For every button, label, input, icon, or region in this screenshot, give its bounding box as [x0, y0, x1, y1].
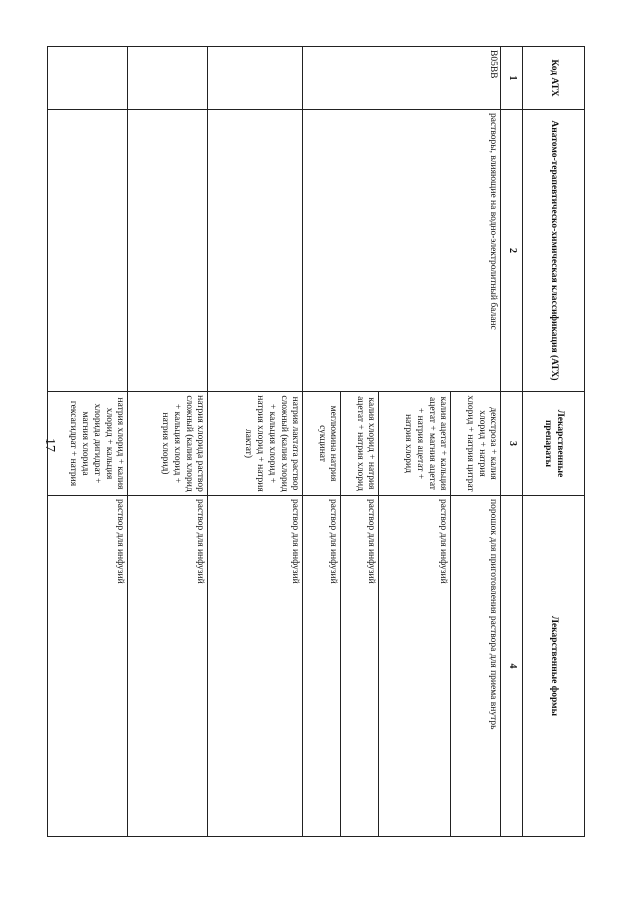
form-cell: раствор для инфузий — [128, 496, 208, 837]
atc-code-cell: B05BB — [303, 47, 501, 110]
column-number-2: 2 — [501, 110, 523, 392]
header-dosage-forms: Лекарственные формы — [523, 496, 585, 837]
form-cell: раствор для инфузий — [379, 496, 451, 837]
rotated-page — [65, 46, 585, 836]
header-atc-code: Код АТХ — [523, 47, 585, 110]
table-row — [128, 47, 208, 837]
empty-atc-code-cell — [128, 47, 208, 110]
empty-atc-description-cell — [128, 110, 208, 392]
drug-cell: декстроза + калия хлорид + натрия хлорид + натрия цитрат — [451, 392, 501, 496]
form-cell: раствор для инфузий — [208, 496, 303, 837]
page-number: 17 — [42, 438, 57, 452]
drug-cell: натрия хлорид + калия хлорид + кальция хлорида дигидрат + магния хлорида гексагидрат + натрия — [48, 392, 128, 496]
column-number-3: 3 — [501, 392, 523, 496]
drug-cell: натрия хлорида раствор сложный (калия хлорид + кальция хлорид + натрия хлорид) — [128, 392, 208, 496]
form-cell: раствор для инфузий — [303, 496, 341, 837]
form-cell: порошок для приготовления раствора для приема внутрь — [451, 496, 501, 837]
table-row — [48, 47, 128, 837]
table-row — [451, 47, 501, 837]
form-cell: раствор для инфузий — [341, 496, 379, 837]
column-number-4: 4 — [501, 496, 523, 837]
drug-table — [48, 46, 586, 837]
drug-cell: калия хлорид + натрия ацетат + натрия хлорид — [341, 392, 379, 496]
empty-atc-code-cell — [208, 47, 303, 110]
header-atc-classification: Анатомо-терапевтическо-химическая классификация (АТХ) — [523, 110, 585, 392]
drug-cell: калия ацетат + кальция ацетат + магния ацетат + натрия ацетат + натрия хлорид — [379, 392, 451, 496]
drug-cell: меглюмина натрия сукцинат — [303, 392, 341, 496]
table-row — [208, 47, 303, 837]
table-header-row — [523, 47, 585, 837]
empty-atc-code-cell — [48, 47, 128, 110]
empty-atc-description-cell — [208, 110, 303, 392]
drug-cell: натрия лактата раствор сложный (калия хлорид + кальция хлорид + натрия хлорид + натрия лактат) — [208, 392, 303, 496]
atc-description-cell: растворы, влияющие на водно-электролитный баланс — [303, 110, 501, 392]
header-drugs: Лекарственные препараты — [523, 392, 585, 496]
form-cell: раствор для инфузий — [48, 496, 128, 837]
column-number-1: 1 — [501, 47, 523, 110]
empty-atc-description-cell — [48, 110, 128, 392]
column-number-row — [501, 47, 523, 837]
